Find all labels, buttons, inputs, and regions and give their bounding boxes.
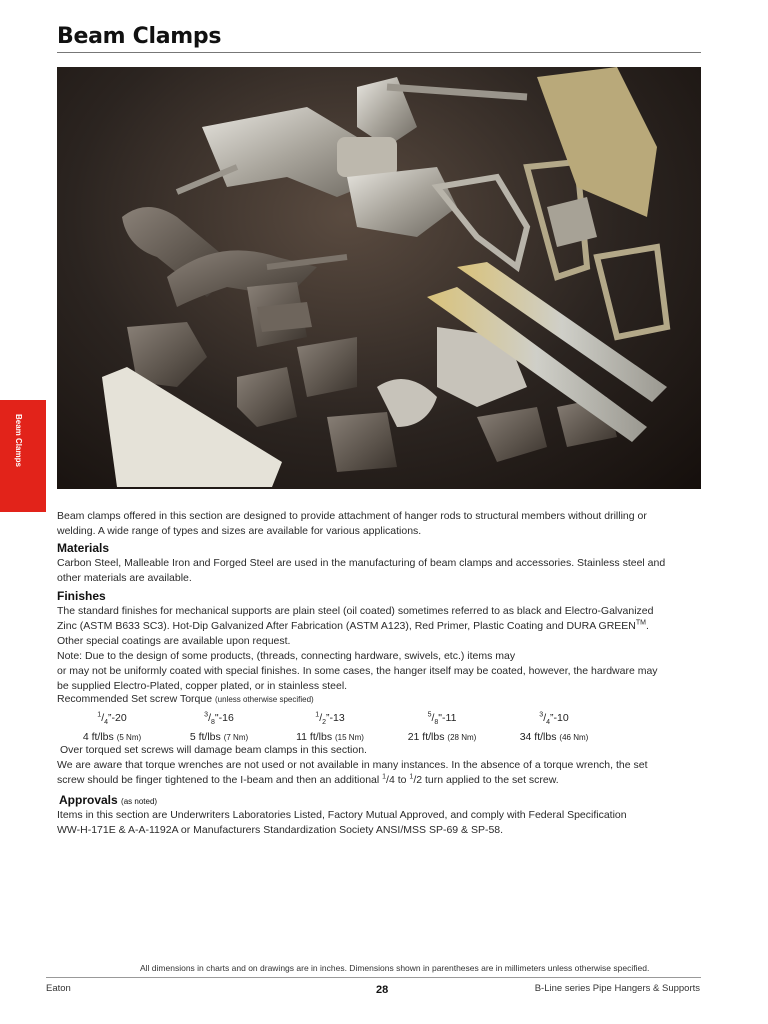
intro-line: Beam clamps offered in this section are designed to provide attachment of hanger rods to structural members without drilling or <box>57 510 647 522</box>
page-number: 28 <box>376 984 389 996</box>
fraction-den: /2 <box>413 774 423 786</box>
torque-metric: (15 Nm) <box>335 733 364 743</box>
thread-fraction-den: 4 <box>104 719 109 727</box>
dimensions-footnote: All dimensions in charts and on drawings are in inches. Dimensions shown in parentheses are in millimeters unless otherwise specified. <box>140 963 650 973</box>
torque-label <box>57 692 702 707</box>
trademark-mark: TM <box>635 619 646 627</box>
approvals-heading-note: (as noted) <box>121 797 158 806</box>
finishes-line-text: Zinc (ASTM B633 SC3). Hot-Dip Galvanized After Fabrication (ASTM A123), Red Primer, Plastic Coating and DURA GREEN <box>57 620 636 632</box>
approvals-line: Items in this section are Underwriters Laboratories Listed, Factory Mutual Approved, and comply with Federal Specification <box>57 809 627 821</box>
thread-fraction-num: 1 <box>315 711 320 719</box>
torque-value: 21 ft/lbs <box>407 731 445 744</box>
intro-paragraph <box>57 509 702 539</box>
finishes-line: Note: Due to the design of some products, (threads, connecting hardware, swivels, etc.) items may <box>57 650 516 662</box>
torque-label-note: (unless otherwise specified) <box>214 695 314 704</box>
torque-metric: (46 Nm) <box>559 733 589 743</box>
thread-fraction-num: 3 <box>204 711 209 719</box>
torque-value: 34 ft/lbs <box>519 731 557 744</box>
finishes-line: Other special coatings are available upon request. <box>57 635 291 647</box>
finishes-heading: Finishes <box>57 589 106 603</box>
thread-size: ”-13 <box>326 712 345 724</box>
approvals-line: WW-H-171E & A-A-1192A or Manufacturers Standardization Society ANSI/MSS SP-69 & SP-58. <box>57 824 504 836</box>
thread-fraction-num: 5 <box>427 711 432 719</box>
finishes-line-end: . <box>646 620 649 632</box>
thread-fraction-num: 1 <box>97 711 102 719</box>
thread-size: ”-10 <box>550 712 569 724</box>
torque-notes <box>57 743 702 788</box>
materials-paragraph <box>57 556 702 586</box>
finishes-line: be supplied Electro-Plated, copper plated, or in stainless steel. <box>57 680 348 692</box>
torque-note-text: turn applied to the set screw. <box>422 774 559 786</box>
torque-warning: Over torqued set screws will damage beam clamps in this section. <box>60 744 367 756</box>
beam-clamps-product-photo <box>57 67 701 489</box>
approvals-heading <box>59 793 157 807</box>
torque-table <box>57 711 677 744</box>
finishes-line <box>57 619 702 634</box>
materials-line: other materials are available. <box>57 572 192 584</box>
fraction-num: 1 <box>409 773 414 781</box>
torque-metric: (5 Nm) <box>116 733 142 743</box>
side-tab-label: Beam Clamps <box>14 414 23 467</box>
torque-note-line <box>57 773 702 788</box>
torque-note-line: We are aware that torque wrenches are not used or not available in many instances. In the absence of a torque wrench, the set <box>57 759 648 771</box>
finishes-line: The standard finishes for mechanical supports are plain steel (oil coated) sometimes referred to as black and Electro-Galvanized <box>57 605 654 617</box>
approvals-paragraph <box>57 808 702 838</box>
torque-metric: (28 Nm) <box>447 733 477 743</box>
torque-item: $^1/_2”-13$ 11 ft/lbs (15 Nm) <box>296 711 364 744</box>
torque-label-text: Recommended Set screw Torque <box>57 693 213 705</box>
thread-fraction-den: 8 <box>211 719 215 727</box>
thread-fraction-num: 3 <box>539 711 544 719</box>
materials-heading: Materials <box>57 541 110 555</box>
torque-note-text: screw should be finger tightened to the I-beam and then an additional <box>57 774 383 786</box>
section-side-tab <box>0 400 46 512</box>
title-divider <box>57 52 701 53</box>
torque-value: 5 ft/lbs <box>189 731 221 744</box>
torque-note-text: to <box>394 774 410 786</box>
footer-catalog-name: B-Line series Pipe Hangers & Supports <box>534 983 700 994</box>
footer-divider <box>46 977 701 978</box>
product-photo-illustration <box>57 67 701 489</box>
thread-fraction-den: 8 <box>434 719 439 727</box>
finishes-line: or may not be uniformly coated with special finishes. In some cases, the hanger itself may be coated, however, the hardware may <box>57 665 658 677</box>
torque-item: $^3/_4”-10$ 34 ft/lbs (46 Nm) <box>519 711 589 744</box>
torque-value: 4 ft/lbs <box>82 731 114 744</box>
footer-company: Eaton <box>46 983 71 994</box>
fraction-den: /4 <box>386 774 395 786</box>
thread-size: "-11 <box>438 712 457 724</box>
finishes-paragraph <box>57 604 702 694</box>
intro-line: welding. A wide range of types and sizes are available for various applications. <box>57 525 422 537</box>
torque-metric: (7 Nm) <box>223 733 249 743</box>
page-title: Beam Clamps <box>57 24 222 49</box>
approvals-heading-text: Approvals <box>59 793 118 807</box>
fraction-num: 1 <box>382 773 387 781</box>
torque-item: $^1/_4”-20$ 4 ft/lbs (5 Nm) <box>82 711 142 744</box>
thread-size: ”-20 <box>108 712 127 724</box>
materials-line: Carbon Steel, Malleable Iron and Forged Steel are used in the manufacturing of beam clamps and accessories. Stainless steel and <box>57 557 666 569</box>
torque-item: $^5/_8"-11$ 21 ft/lbs (28 Nm) <box>407 711 477 744</box>
thread-fraction-den: 2 <box>322 719 327 727</box>
thread-fraction-den: 4 <box>546 719 551 727</box>
torque-item: $^3/_8"-16$ 5 ft/lbs (7 Nm) <box>189 711 249 744</box>
thread-size: "-16 <box>214 712 234 724</box>
torque-value: 11 ft/lbs <box>296 731 333 744</box>
